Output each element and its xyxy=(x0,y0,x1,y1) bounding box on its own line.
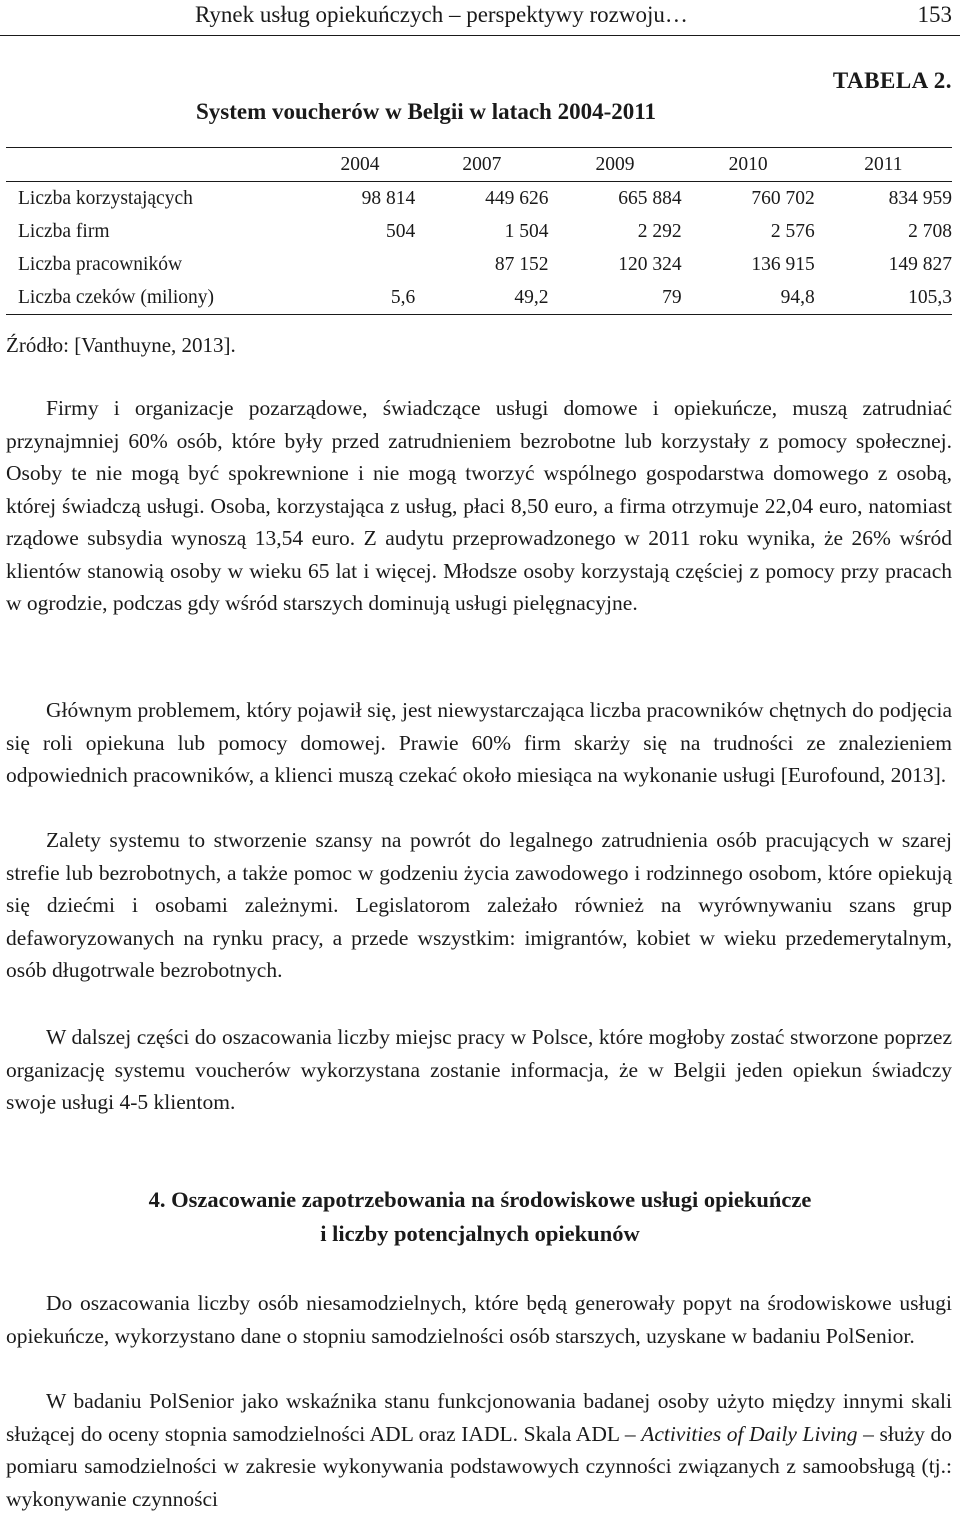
table-row xyxy=(6,248,952,281)
table-cell: 760 702 xyxy=(751,187,815,209)
table-cell: 834 959 xyxy=(888,187,952,209)
table-label: TABELA 2. xyxy=(832,68,952,93)
table-source-note: Źródło: [Vanthuyne, 2013]. xyxy=(6,333,236,357)
table-cell: 87 152 xyxy=(494,253,549,275)
table-cell: 94,8 xyxy=(682,281,815,315)
running-header xyxy=(0,0,960,36)
table-cell: 5,6 xyxy=(305,281,416,315)
table-cell: 665 884 xyxy=(618,187,682,209)
table-cell: 149 827 xyxy=(888,253,952,275)
table-cell: 49,2 xyxy=(415,281,548,315)
table-cell: 98 814 xyxy=(361,187,416,209)
running-title: Rynek usług opiekuńczych – perspektywy rozwoju… xyxy=(195,2,688,27)
table-row-label: Liczba firm xyxy=(18,220,110,242)
table-cell: 2 292 xyxy=(637,220,682,242)
body-paragraph: Zalety systemu to stworzenie szansy na powrót do legalnego zatrudnienia osób pracujących w szarej strefie lub bezrobotnych, a także pomoc w godzeniu życia zawodowego i rodzinnego osobom, które opiekują się dziećmi i osobami zależnymi. Legislatorom zależało również na wyrównywaniu szans grup defaworyzowanych na rynku pracy, a przede wszystkim: imigrantów, kobiet w wieku przedemerytalnym, osób długotrwale bezrobotnych. xyxy=(6,828,952,982)
table-row-label: Liczba pracowników xyxy=(18,253,183,275)
paragraph-text: – służy do pomiaru samodzielności w zakresie wykonywania podstawowych czynności związanych z samoobsługą (tj.: wykonywanie czynności xyxy=(6,1421,952,1511)
table-cell: 449 626 xyxy=(485,187,549,209)
table-row xyxy=(6,281,952,315)
body-paragraph: Do oszacowania liczby osób niesamodzielnych, które będą generowały popyt na środowiskowe usługi opiekuńcze, wykorzystano dane o stopniu samodzielności osób starszych, uzyskane w badaniu PolSenior. xyxy=(6,1291,952,1348)
table-cell: 1 504 xyxy=(504,220,549,242)
table-row xyxy=(6,215,952,248)
body-paragraph: Głównym problemem, który pojawił się, jest niewystarczająca liczba pracowników chętnych do podjęcia się roli opiekuna lub pomocy domowej. Prawie 60% firm skarży się na trudności ze znalezieniem odpowiednich pracowników, a klienci muszą czekać około miesiąca na wykonanie usługi [Eurofound, 2013]. xyxy=(6,698,952,787)
table-row xyxy=(6,182,952,216)
body-paragraph: Firmy i organizacje pozarządowe, świadczące usługi domowe i opiekuńcze, muszą zatrudniać przynajmniej 60% osób, które były przed zatrudnieniem bezrobotne lub korzystały z pomocy społecznej. Osoby te nie mogą być spokrewnione i nie mogą tworzyć wspólnego gospodarstwa domowego z osobą, której świadczą usługi. Osoba, korzystająca z usług, płaci 8,50 euro, a firma otrzymuje 22,04 euro, natomiast rządowe subsydia wynoszą 13,54 euro. Z audytu przeprowadzonego w 2011 roku wynika, że 26% wśród klientów stanowią osoby w wieku 65 lat i więcej. Młodsze osoby korzystają częściej z pomocy przy pracach w ogrodzie, podczas gdy wśród starszych dominują usługi pielęgnacyjne. xyxy=(6,396,952,615)
table-header-cell: 2011 xyxy=(815,148,952,182)
section-heading-line: i liczby potencjalnych opiekunów xyxy=(320,1221,640,1246)
table-caption: System voucherów w Belgii w latach 2004-2011 xyxy=(196,99,656,124)
paragraph-text: W badaniu PolSenior jako wskaźnika stanu funkcjonowania badanej osoby użyto między innymi skali służącej do oceny stopnia samodzielności ADL oraz IADL. Skala ADL – xyxy=(6,1389,952,1446)
table-cell: 79 xyxy=(548,281,681,315)
table-cell: 504 xyxy=(386,220,416,242)
table-cell: 2 708 xyxy=(908,220,952,242)
table-cell: 120 324 xyxy=(618,253,682,275)
table-header-cell: 2004 xyxy=(305,148,416,182)
table-cell: 136 915 xyxy=(751,253,815,275)
section-heading-line: 4. Oszacowanie zapotrzebowania na środowiskowe usługi opiekuńcze xyxy=(148,1187,812,1212)
body-paragraph: W dalszej części do oszacowania liczby miejsc pracy w Polsce, które mogłoby zostać stworzone poprzez organizację systemu voucherów wykorzystana zostanie informacja, że w Belgii jeden opiekun świadczy swoje usługi 4-5 klientom. xyxy=(6,1025,952,1114)
table-cell xyxy=(305,248,416,281)
table-header-cell xyxy=(6,148,305,182)
italic-term: Activities of Daily Living xyxy=(641,1421,858,1446)
table-cell: 2 576 xyxy=(770,220,815,242)
table-cell: 105,3 xyxy=(815,281,952,315)
table-header-cell: 2007 xyxy=(415,148,548,182)
page-number: 153 xyxy=(917,2,952,27)
body-paragraph xyxy=(6,1385,952,1515)
table-header-cell: 2010 xyxy=(682,148,815,182)
table-header-cell: 2009 xyxy=(548,148,681,182)
table-header-row xyxy=(6,148,952,182)
table-row-label: Liczba czeków (miliony) xyxy=(6,281,305,315)
voucher-table xyxy=(6,147,952,315)
section-heading xyxy=(0,1183,960,1251)
table-row-label: Liczba korzystających xyxy=(18,187,193,209)
